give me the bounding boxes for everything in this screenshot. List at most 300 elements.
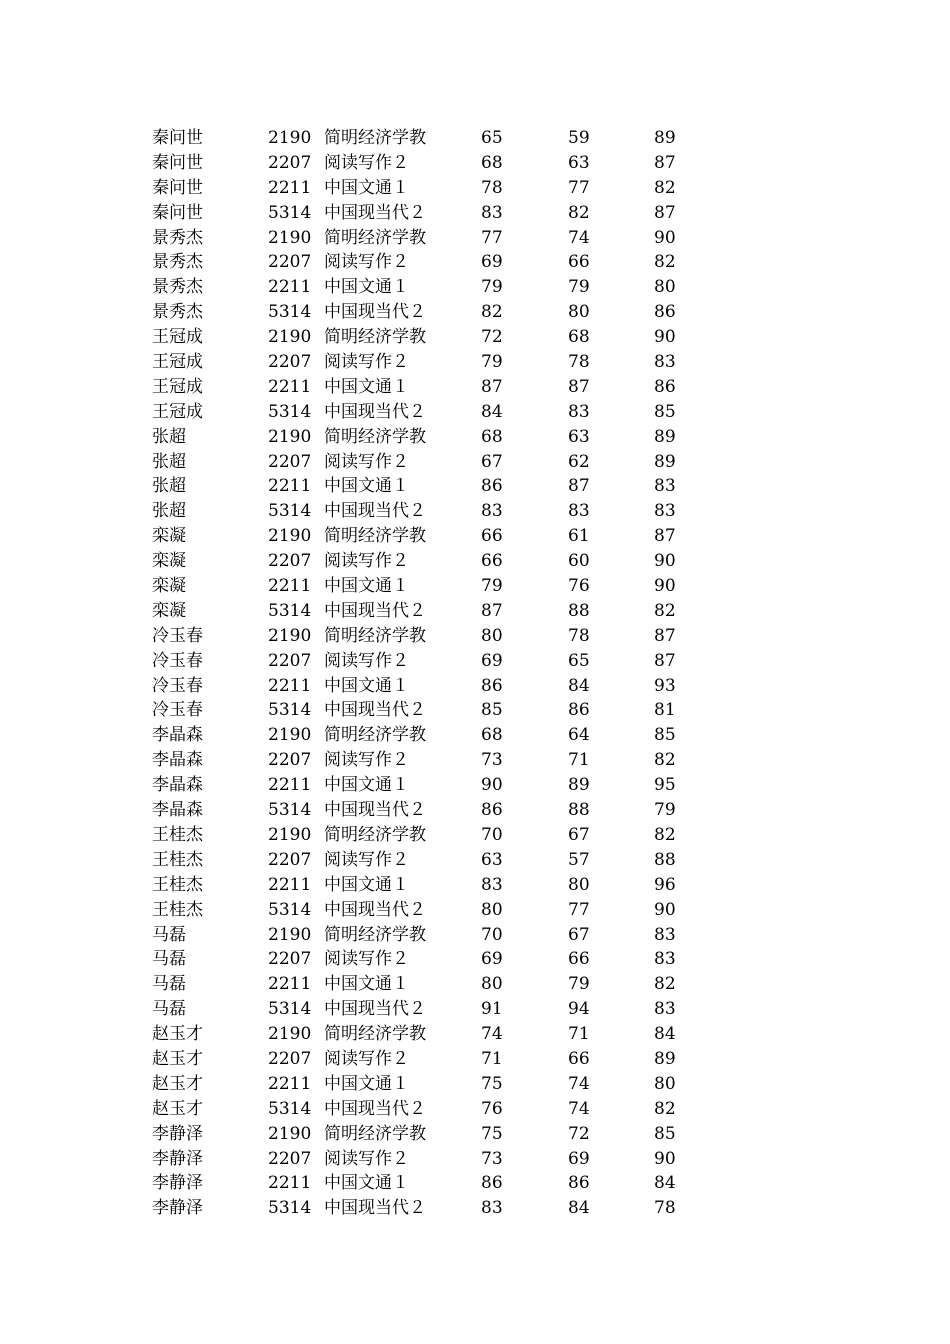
- student-name-cell: 马磊: [152, 999, 186, 1020]
- course-name-cell: 简明经济学教: [324, 1024, 426, 1045]
- score-3-cell: 84: [654, 1173, 676, 1194]
- course-code-cell: 2190: [268, 526, 312, 547]
- course-code-cell: 5314: [268, 899, 312, 920]
- score-1-cell: 78: [481, 177, 503, 198]
- score-3-cell: 87: [654, 650, 676, 671]
- student-name-cell: 秦问世: [152, 177, 203, 198]
- score-3-cell: 82: [654, 974, 676, 995]
- score-1-cell: 86: [481, 476, 503, 497]
- score-2-cell: 84: [568, 1198, 590, 1219]
- score-2-cell: 74: [568, 1098, 590, 1119]
- score-3-cell: 79: [654, 800, 676, 821]
- score-2-cell: 62: [568, 451, 590, 472]
- table-row: [0, 176, 950, 201]
- score-3-cell: 90: [654, 327, 676, 348]
- score-2-cell: 79: [568, 974, 590, 995]
- score-1-cell: 75: [481, 1123, 503, 1144]
- score-3-cell: 86: [654, 376, 676, 397]
- table-row: [0, 425, 950, 450]
- course-name-cell: 中国文通１: [324, 775, 409, 796]
- score-1-cell: 68: [481, 152, 503, 173]
- table-row: [0, 997, 950, 1022]
- student-name-cell: 栾凝: [152, 576, 186, 597]
- score-2-cell: 88: [568, 600, 590, 621]
- score-2-cell: 87: [568, 376, 590, 397]
- score-2-cell: 63: [568, 152, 590, 173]
- course-name-cell: 中国现当代２: [324, 1098, 426, 1119]
- table-row: [0, 698, 950, 723]
- score-1-cell: 84: [481, 401, 503, 422]
- course-name-cell: 简明经济学教: [324, 725, 426, 746]
- course-code-cell: 2211: [268, 476, 312, 497]
- course-code-cell: 2207: [268, 1148, 312, 1169]
- table-row: [0, 375, 950, 400]
- score-3-cell: 82: [654, 824, 676, 845]
- course-name-cell: 中国文通１: [324, 277, 409, 298]
- score-3-cell: 90: [654, 899, 676, 920]
- student-name-cell: 秦问世: [152, 202, 203, 223]
- table-row: [0, 325, 950, 350]
- score-3-cell: 83: [654, 352, 676, 373]
- score-1-cell: 70: [481, 824, 503, 845]
- score-1-cell: 68: [481, 426, 503, 447]
- student-name-cell: 王桂杰: [152, 874, 203, 895]
- score-1-cell: 69: [481, 650, 503, 671]
- course-code-cell: 2207: [268, 849, 312, 870]
- score-2-cell: 94: [568, 999, 590, 1020]
- score-2-cell: 67: [568, 924, 590, 945]
- score-3-cell: 82: [654, 1098, 676, 1119]
- table-row: [0, 773, 950, 798]
- score-2-cell: 74: [568, 1073, 590, 1094]
- score-2-cell: 57: [568, 849, 590, 870]
- course-code-cell: 2211: [268, 675, 312, 696]
- score-1-cell: 90: [481, 775, 503, 796]
- course-name-cell: 中国现当代２: [324, 401, 426, 422]
- student-name-cell: 栾凝: [152, 526, 186, 547]
- course-code-cell: 2211: [268, 277, 312, 298]
- student-name-cell: 赵玉才: [152, 1048, 203, 1069]
- score-1-cell: 65: [481, 128, 503, 148]
- course-code-cell: 2190: [268, 426, 312, 447]
- score-3-cell: 82: [654, 600, 676, 621]
- student-name-cell: 景秀杰: [152, 252, 203, 273]
- score-2-cell: 89: [568, 775, 590, 796]
- course-name-cell: 阅读写作２: [324, 451, 409, 472]
- table-row: [0, 499, 950, 524]
- student-name-cell: 李静泽: [152, 1148, 203, 1169]
- score-1-cell: 63: [481, 849, 503, 870]
- score-3-cell: 87: [654, 202, 676, 223]
- course-code-cell: 2211: [268, 775, 312, 796]
- table-row: [0, 524, 950, 549]
- table-row: [0, 947, 950, 972]
- score-2-cell: 80: [568, 874, 590, 895]
- score-1-cell: 73: [481, 750, 503, 771]
- student-name-cell: 张超: [152, 426, 186, 447]
- table-row: [0, 674, 950, 699]
- score-1-cell: 83: [481, 501, 503, 522]
- table-row: [0, 599, 950, 624]
- score-3-cell: 89: [654, 451, 676, 472]
- course-code-cell: 2190: [268, 128, 312, 148]
- table-row: [0, 300, 950, 325]
- score-1-cell: 72: [481, 327, 503, 348]
- table-row: [0, 823, 950, 848]
- table-row: [0, 624, 950, 649]
- course-code-cell: 2207: [268, 551, 312, 572]
- course-code-cell: 2207: [268, 750, 312, 771]
- course-name-cell: 中国文通１: [324, 476, 409, 497]
- score-3-cell: 93: [654, 675, 676, 696]
- score-3-cell: 89: [654, 128, 676, 148]
- score-3-cell: 83: [654, 476, 676, 497]
- score-1-cell: 77: [481, 227, 503, 248]
- course-code-cell: 5314: [268, 800, 312, 821]
- score-2-cell: 83: [568, 501, 590, 522]
- course-name-cell: 阅读写作２: [324, 152, 409, 173]
- course-name-cell: 中国文通１: [324, 675, 409, 696]
- score-3-cell: 84: [654, 1024, 676, 1045]
- score-2-cell: 59: [568, 128, 590, 148]
- table-row: [0, 450, 950, 475]
- course-name-cell: 中国文通１: [324, 177, 409, 198]
- student-name-cell: 李静泽: [152, 1173, 203, 1194]
- score-1-cell: 75: [481, 1073, 503, 1094]
- student-name-cell: 赵玉才: [152, 1098, 203, 1119]
- score-1-cell: 76: [481, 1098, 503, 1119]
- course-code-cell: 2190: [268, 725, 312, 746]
- course-name-cell: 中国现当代２: [324, 501, 426, 522]
- course-code-cell: 2211: [268, 1173, 312, 1194]
- student-name-cell: 李晶森: [152, 775, 203, 796]
- score-3-cell: 82: [654, 750, 676, 771]
- student-name-cell: 栾凝: [152, 551, 186, 572]
- score-1-cell: 71: [481, 1048, 503, 1069]
- student-name-cell: 马磊: [152, 949, 186, 970]
- course-code-cell: 2207: [268, 451, 312, 472]
- score-1-cell: 70: [481, 924, 503, 945]
- table-row: [0, 1047, 950, 1072]
- score-3-cell: 83: [654, 999, 676, 1020]
- score-3-cell: 85: [654, 725, 676, 746]
- course-code-cell: 2211: [268, 177, 312, 198]
- course-name-cell: 简明经济学教: [324, 526, 426, 547]
- score-3-cell: 85: [654, 401, 676, 422]
- course-code-cell: 2207: [268, 650, 312, 671]
- student-name-cell: 冷玉春: [152, 625, 203, 646]
- student-name-cell: 王桂杰: [152, 824, 203, 845]
- score-1-cell: 79: [481, 277, 503, 298]
- score-3-cell: 78: [654, 1198, 676, 1219]
- table-row: [0, 1022, 950, 1047]
- score-1-cell: 79: [481, 576, 503, 597]
- score-2-cell: 72: [568, 1123, 590, 1144]
- course-code-cell: 2190: [268, 227, 312, 248]
- course-code-cell: 2207: [268, 1048, 312, 1069]
- course-code-cell: 5314: [268, 401, 312, 422]
- student-name-cell: 李晶森: [152, 725, 203, 746]
- student-name-cell: 马磊: [152, 974, 186, 995]
- student-name-cell: 李晶森: [152, 800, 203, 821]
- score-2-cell: 66: [568, 252, 590, 273]
- course-name-cell: 简明经济学教: [324, 426, 426, 447]
- score-1-cell: 66: [481, 551, 503, 572]
- score-3-cell: 90: [654, 1148, 676, 1169]
- course-code-cell: 2211: [268, 376, 312, 397]
- score-3-cell: 87: [654, 526, 676, 547]
- score-2-cell: 86: [568, 700, 590, 721]
- score-1-cell: 83: [481, 1198, 503, 1219]
- score-1-cell: 82: [481, 302, 503, 323]
- score-1-cell: 87: [481, 600, 503, 621]
- course-code-cell: 2190: [268, 824, 312, 845]
- course-code-cell: 2211: [268, 874, 312, 895]
- score-2-cell: 68: [568, 327, 590, 348]
- course-name-cell: 中国文通１: [324, 874, 409, 895]
- course-code-cell: 5314: [268, 302, 312, 323]
- table-row: [0, 275, 950, 300]
- course-name-cell: 中国现当代２: [324, 700, 426, 721]
- student-name-cell: 栾凝: [152, 600, 186, 621]
- student-name-cell: 李晶森: [152, 750, 203, 771]
- table-row: [0, 1196, 950, 1221]
- table-row: [0, 798, 950, 823]
- score-1-cell: 86: [481, 1173, 503, 1194]
- score-1-cell: 68: [481, 725, 503, 746]
- score-3-cell: 81: [654, 700, 676, 721]
- table-row: [0, 126, 950, 151]
- table-row: [0, 1097, 950, 1122]
- course-name-cell: 中国文通１: [324, 1173, 409, 1194]
- table-row: [0, 1147, 950, 1172]
- table-row: [0, 201, 950, 226]
- score-2-cell: 69: [568, 1148, 590, 1169]
- course-name-cell: 中国现当代２: [324, 202, 426, 223]
- score-3-cell: 90: [654, 227, 676, 248]
- course-name-cell: 中国现当代２: [324, 899, 426, 920]
- student-name-cell: 张超: [152, 451, 186, 472]
- table-row: [0, 723, 950, 748]
- course-name-cell: 阅读写作２: [324, 650, 409, 671]
- score-3-cell: 95: [654, 775, 676, 796]
- course-name-cell: 中国文通１: [324, 576, 409, 597]
- course-name-cell: 中国文通１: [324, 974, 409, 995]
- score-3-cell: 83: [654, 949, 676, 970]
- student-name-cell: 张超: [152, 476, 186, 497]
- student-name-cell: 王桂杰: [152, 899, 203, 920]
- score-3-cell: 86: [654, 302, 676, 323]
- student-name-cell: 冷玉春: [152, 700, 203, 721]
- table-row: [0, 898, 950, 923]
- course-name-cell: 阅读写作２: [324, 949, 409, 970]
- course-name-cell: 阅读写作２: [324, 352, 409, 373]
- score-1-cell: 80: [481, 899, 503, 920]
- score-2-cell: 83: [568, 401, 590, 422]
- student-name-cell: 秦问世: [152, 128, 203, 148]
- score-2-cell: 76: [568, 576, 590, 597]
- student-name-cell: 冷玉春: [152, 650, 203, 671]
- score-1-cell: 74: [481, 1024, 503, 1045]
- student-name-cell: 马磊: [152, 924, 186, 945]
- course-name-cell: 简明经济学教: [324, 1123, 426, 1144]
- score-1-cell: 66: [481, 526, 503, 547]
- table-row: [0, 474, 950, 499]
- score-2-cell: 71: [568, 1024, 590, 1045]
- score-3-cell: 83: [654, 924, 676, 945]
- table-row: [0, 1171, 950, 1196]
- course-name-cell: 中国现当代２: [324, 600, 426, 621]
- score-2-cell: 87: [568, 476, 590, 497]
- score-2-cell: 74: [568, 227, 590, 248]
- course-code-cell: 2190: [268, 327, 312, 348]
- course-code-cell: 5314: [268, 501, 312, 522]
- score-2-cell: 88: [568, 800, 590, 821]
- score-3-cell: 87: [654, 152, 676, 173]
- score-3-cell: 87: [654, 625, 676, 646]
- score-1-cell: 87: [481, 376, 503, 397]
- score-2-cell: 82: [568, 202, 590, 223]
- score-1-cell: 80: [481, 625, 503, 646]
- table-row: [0, 400, 950, 425]
- score-sheet: [0, 126, 950, 1221]
- course-code-cell: 5314: [268, 202, 312, 223]
- course-name-cell: 中国现当代２: [324, 999, 426, 1020]
- course-name-cell: 中国文通１: [324, 376, 409, 397]
- course-code-cell: 5314: [268, 1198, 312, 1219]
- course-name-cell: 简明经济学教: [324, 824, 426, 845]
- course-code-cell: 2207: [268, 949, 312, 970]
- score-1-cell: 83: [481, 874, 503, 895]
- score-2-cell: 86: [568, 1173, 590, 1194]
- course-name-cell: 中国现当代２: [324, 302, 426, 323]
- score-2-cell: 60: [568, 551, 590, 572]
- table-row: [0, 350, 950, 375]
- score-1-cell: 86: [481, 675, 503, 696]
- student-name-cell: 王冠成: [152, 327, 203, 348]
- score-2-cell: 78: [568, 625, 590, 646]
- course-code-cell: 2211: [268, 576, 312, 597]
- course-code-cell: 2211: [268, 974, 312, 995]
- course-name-cell: 阅读写作２: [324, 1048, 409, 1069]
- course-code-cell: 2207: [268, 352, 312, 373]
- student-name-cell: 赵玉才: [152, 1024, 203, 1045]
- table-row: [0, 1072, 950, 1097]
- student-name-cell: 景秀杰: [152, 277, 203, 298]
- score-3-cell: 88: [654, 849, 676, 870]
- course-name-cell: 阅读写作２: [324, 750, 409, 771]
- table-row: [0, 151, 950, 176]
- score-2-cell: 77: [568, 177, 590, 198]
- score-2-cell: 66: [568, 1048, 590, 1069]
- table-row: [0, 972, 950, 997]
- score-2-cell: 64: [568, 725, 590, 746]
- score-2-cell: 66: [568, 949, 590, 970]
- score-1-cell: 73: [481, 1148, 503, 1169]
- course-code-cell: 2190: [268, 1123, 312, 1144]
- course-name-cell: 阅读写作２: [324, 1148, 409, 1169]
- table-row: [0, 250, 950, 275]
- score-3-cell: 82: [654, 177, 676, 198]
- score-2-cell: 65: [568, 650, 590, 671]
- student-name-cell: 秦问世: [152, 152, 203, 173]
- score-2-cell: 78: [568, 352, 590, 373]
- score-2-cell: 71: [568, 750, 590, 771]
- score-3-cell: 80: [654, 277, 676, 298]
- course-name-cell: 简明经济学教: [324, 128, 426, 148]
- course-name-cell: 阅读写作２: [324, 252, 409, 273]
- course-code-cell: 5314: [268, 600, 312, 621]
- table-row: [0, 848, 950, 873]
- student-name-cell: 冷玉春: [152, 675, 203, 696]
- score-3-cell: 96: [654, 874, 676, 895]
- score-1-cell: 79: [481, 352, 503, 373]
- score-1-cell: 80: [481, 974, 503, 995]
- score-2-cell: 63: [568, 426, 590, 447]
- score-3-cell: 89: [654, 1048, 676, 1069]
- student-name-cell: 赵玉才: [152, 1073, 203, 1094]
- table-row: [0, 923, 950, 948]
- score-2-cell: 77: [568, 899, 590, 920]
- course-name-cell: 简明经济学教: [324, 625, 426, 646]
- student-name-cell: 王冠成: [152, 352, 203, 373]
- student-name-cell: 景秀杰: [152, 227, 203, 248]
- score-3-cell: 89: [654, 426, 676, 447]
- student-name-cell: 李静泽: [152, 1123, 203, 1144]
- course-name-cell: 中国文通１: [324, 1073, 409, 1094]
- score-1-cell: 67: [481, 451, 503, 472]
- table-row: [0, 748, 950, 773]
- course-name-cell: 阅读写作２: [324, 849, 409, 870]
- course-code-cell: 2207: [268, 152, 312, 173]
- score-3-cell: 80: [654, 1073, 676, 1094]
- course-name-cell: 简明经济学教: [324, 227, 426, 248]
- score-1-cell: 91: [481, 999, 503, 1020]
- table-row: [0, 574, 950, 599]
- score-2-cell: 80: [568, 302, 590, 323]
- course-code-cell: 2190: [268, 1024, 312, 1045]
- score-1-cell: 86: [481, 800, 503, 821]
- course-name-cell: 简明经济学教: [324, 924, 426, 945]
- student-name-cell: 景秀杰: [152, 302, 203, 323]
- student-name-cell: 王桂杰: [152, 849, 203, 870]
- score-3-cell: 90: [654, 576, 676, 597]
- table-row: [0, 226, 950, 251]
- score-1-cell: 69: [481, 949, 503, 970]
- score-3-cell: 83: [654, 501, 676, 522]
- score-3-cell: 85: [654, 1123, 676, 1144]
- course-name-cell: 中国现当代２: [324, 1198, 426, 1219]
- course-name-cell: 阅读写作２: [324, 551, 409, 572]
- score-2-cell: 61: [568, 526, 590, 547]
- table-row: [0, 549, 950, 574]
- score-1-cell: 85: [481, 700, 503, 721]
- score-2-cell: 67: [568, 824, 590, 845]
- student-name-cell: 王冠成: [152, 401, 203, 422]
- course-code-cell: 2211: [268, 1073, 312, 1094]
- student-name-cell: 李静泽: [152, 1198, 203, 1219]
- score-3-cell: 82: [654, 252, 676, 273]
- table-row: [0, 1122, 950, 1147]
- student-name-cell: 张超: [152, 501, 186, 522]
- course-name-cell: 中国现当代２: [324, 800, 426, 821]
- score-2-cell: 79: [568, 277, 590, 298]
- course-code-cell: 2207: [268, 252, 312, 273]
- score-2-cell: 84: [568, 675, 590, 696]
- score-1-cell: 83: [481, 202, 503, 223]
- course-code-cell: 5314: [268, 999, 312, 1020]
- course-code-cell: 5314: [268, 1098, 312, 1119]
